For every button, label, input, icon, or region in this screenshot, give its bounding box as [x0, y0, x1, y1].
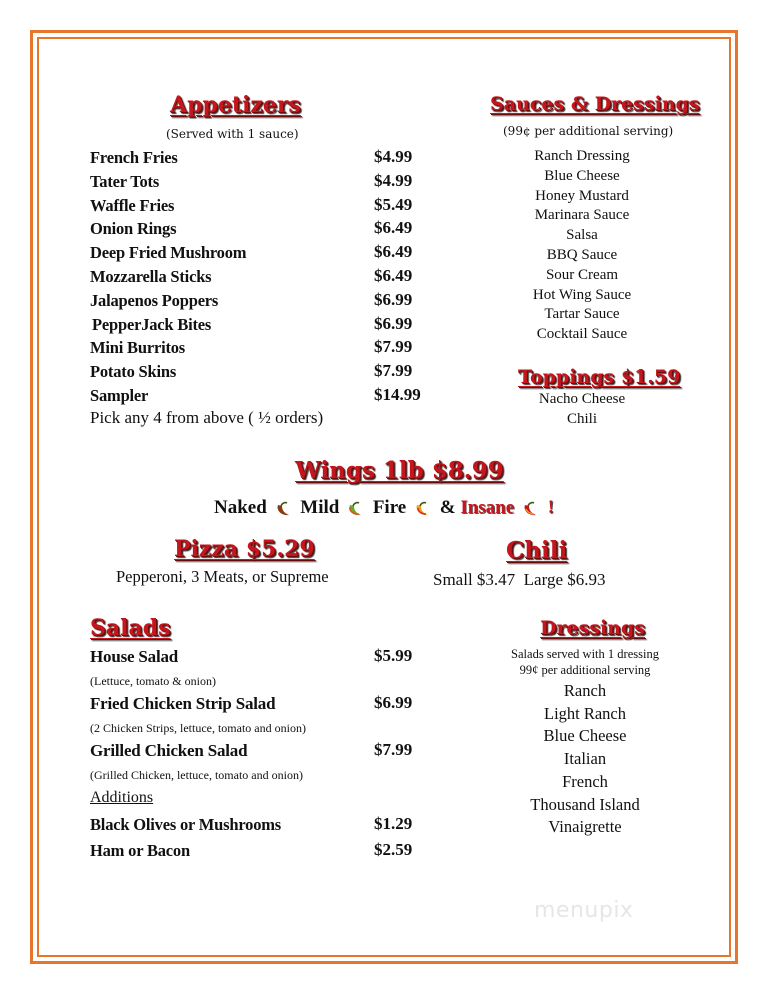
menu-item-price: $5.99 [374, 646, 413, 665]
list-item: Honey Mustard [535, 187, 629, 204]
heat-fire: Fire [372, 497, 407, 518]
list-item: Marinara Sauce [534, 207, 630, 224]
list-item: Chili [566, 410, 597, 427]
sauces-subtitle: (99¢ per additional serving) [503, 124, 674, 138]
menu-item-price: $2.59 [374, 840, 413, 859]
menupix-watermark: menupix [534, 898, 634, 923]
menu-item-name: Tater Tots [90, 172, 160, 191]
menu-item-name: French Fries [90, 148, 178, 167]
menu-item-description: (2 Chicken Strips, lettuce, tomato and onion) [90, 721, 306, 735]
pepper-icon-naked [275, 501, 293, 517]
menu-item-name: Waffle Fries [90, 196, 175, 215]
menu-item-price: $1.29 [374, 814, 413, 833]
menu-item-price: $4.99 [374, 171, 413, 190]
pepper-icon-fire [414, 501, 432, 517]
list-item: Sour Cream [545, 266, 619, 283]
dressings-note-1: Salads served with 1 dressing [511, 647, 659, 661]
menu-item-price: $4.99 [374, 147, 413, 166]
list-item: Cocktail Sauce [536, 326, 628, 343]
menu-item-name: Black Olives or Mushrooms [90, 815, 282, 834]
appetizers-subtitle: (Served with 1 sauce) [166, 127, 299, 141]
heat-mild: Mild [300, 497, 340, 518]
list-item: Blue Cheese [543, 726, 627, 746]
list-item: Italian [563, 749, 607, 769]
sauces-heading: Sauces & Dressings [490, 93, 700, 115]
pizza-heading: Pizza $5.29 [174, 536, 315, 562]
menu-item-name: PepperJack Bites [92, 315, 212, 334]
list-item: French [562, 771, 608, 791]
menu-item-price: $7.99 [374, 740, 413, 759]
heat-exclaim: ! [547, 497, 555, 518]
list-item: Thousand Island [530, 794, 640, 814]
sauces-list [482, 147, 682, 345]
toppings-list [482, 390, 682, 430]
pizza-options: Pepperoni, 3 Meats, or Supreme [116, 567, 329, 586]
list-item: Nacho Cheese [538, 391, 626, 407]
chili-heading: Chili [506, 537, 568, 564]
dressings-note-2: 99¢ per additional serving [519, 663, 651, 677]
menu-item-description: (Lettuce, tomato & onion) [90, 674, 216, 688]
menu-item-name: Mini Burritos [90, 338, 186, 357]
heat-insane: Insane [460, 497, 515, 518]
menu-item-name: Fried Chicken Strip Salad [90, 694, 276, 713]
additions-label: Additions [90, 789, 154, 806]
menu-item-name: Grilled Chicken Salad [90, 741, 248, 760]
pepper-icon-mild [347, 501, 365, 517]
sampler-note: Pick any 4 from above ( ½ orders) [90, 408, 324, 427]
menu-item-price: $6.49 [374, 242, 413, 261]
menu-item-name: House Salad [90, 647, 179, 666]
menu-item-name: Deep Fried Mushroom [90, 243, 247, 262]
menu-item-name: Onion Rings [90, 219, 177, 238]
list-item: Salsa [566, 227, 598, 244]
salads-heading: Salads [90, 615, 171, 641]
menu-item-price: $7.99 [374, 337, 413, 356]
list-item: Blue Cheese [544, 167, 620, 184]
menu-item-name: Jalapenos Poppers [90, 291, 219, 310]
menu-item-price: $14.99 [374, 385, 421, 404]
list-item: Light Ranch [543, 703, 627, 723]
menu-item-price: $5.49 [374, 195, 413, 214]
wings-heading: Wings 1lb $8.99 [295, 457, 504, 484]
menu-item-price: $7.99 [374, 361, 413, 380]
heat-and: & [439, 497, 456, 518]
dressings-heading: Dressings [540, 617, 645, 639]
list-item: Tartar Sauce [544, 306, 620, 323]
menu-item-description: (Grilled Chicken, lettuce, tomato and onion) [90, 768, 303, 782]
list-item: Ranch [563, 681, 607, 700]
chili-sizes: Small $3.47 Large $6.93 [433, 570, 606, 589]
wings-heat-levels [0, 497, 768, 519]
list-item: Hot Wing Sauce [532, 286, 632, 303]
menu-item-price: $6.49 [374, 218, 413, 237]
menu-item-name: Sampler [90, 386, 149, 405]
dressings-list [480, 680, 690, 839]
pepper-icon-insane [522, 501, 540, 517]
menu-item-name: Mozzarella Sticks [90, 267, 212, 286]
menu-item-price: $6.99 [374, 693, 413, 712]
list-item: Ranch Dressing [534, 148, 630, 164]
list-item: Vinaigrette [548, 817, 622, 837]
appetizers-heading: Appetizers [170, 92, 301, 118]
list-item: BBQ Sauce [546, 246, 618, 263]
menu-item-name: Ham or Bacon [90, 841, 190, 860]
menu-item-price: $6.49 [374, 266, 413, 285]
heat-naked: Naked [213, 497, 267, 518]
menu-item-name: Potato Skins [90, 362, 177, 381]
toppings-heading: Toppings $1.59 [518, 366, 681, 388]
menu-item-price: $6.99 [374, 290, 413, 309]
menu-item-price: $6.99 [374, 314, 413, 333]
